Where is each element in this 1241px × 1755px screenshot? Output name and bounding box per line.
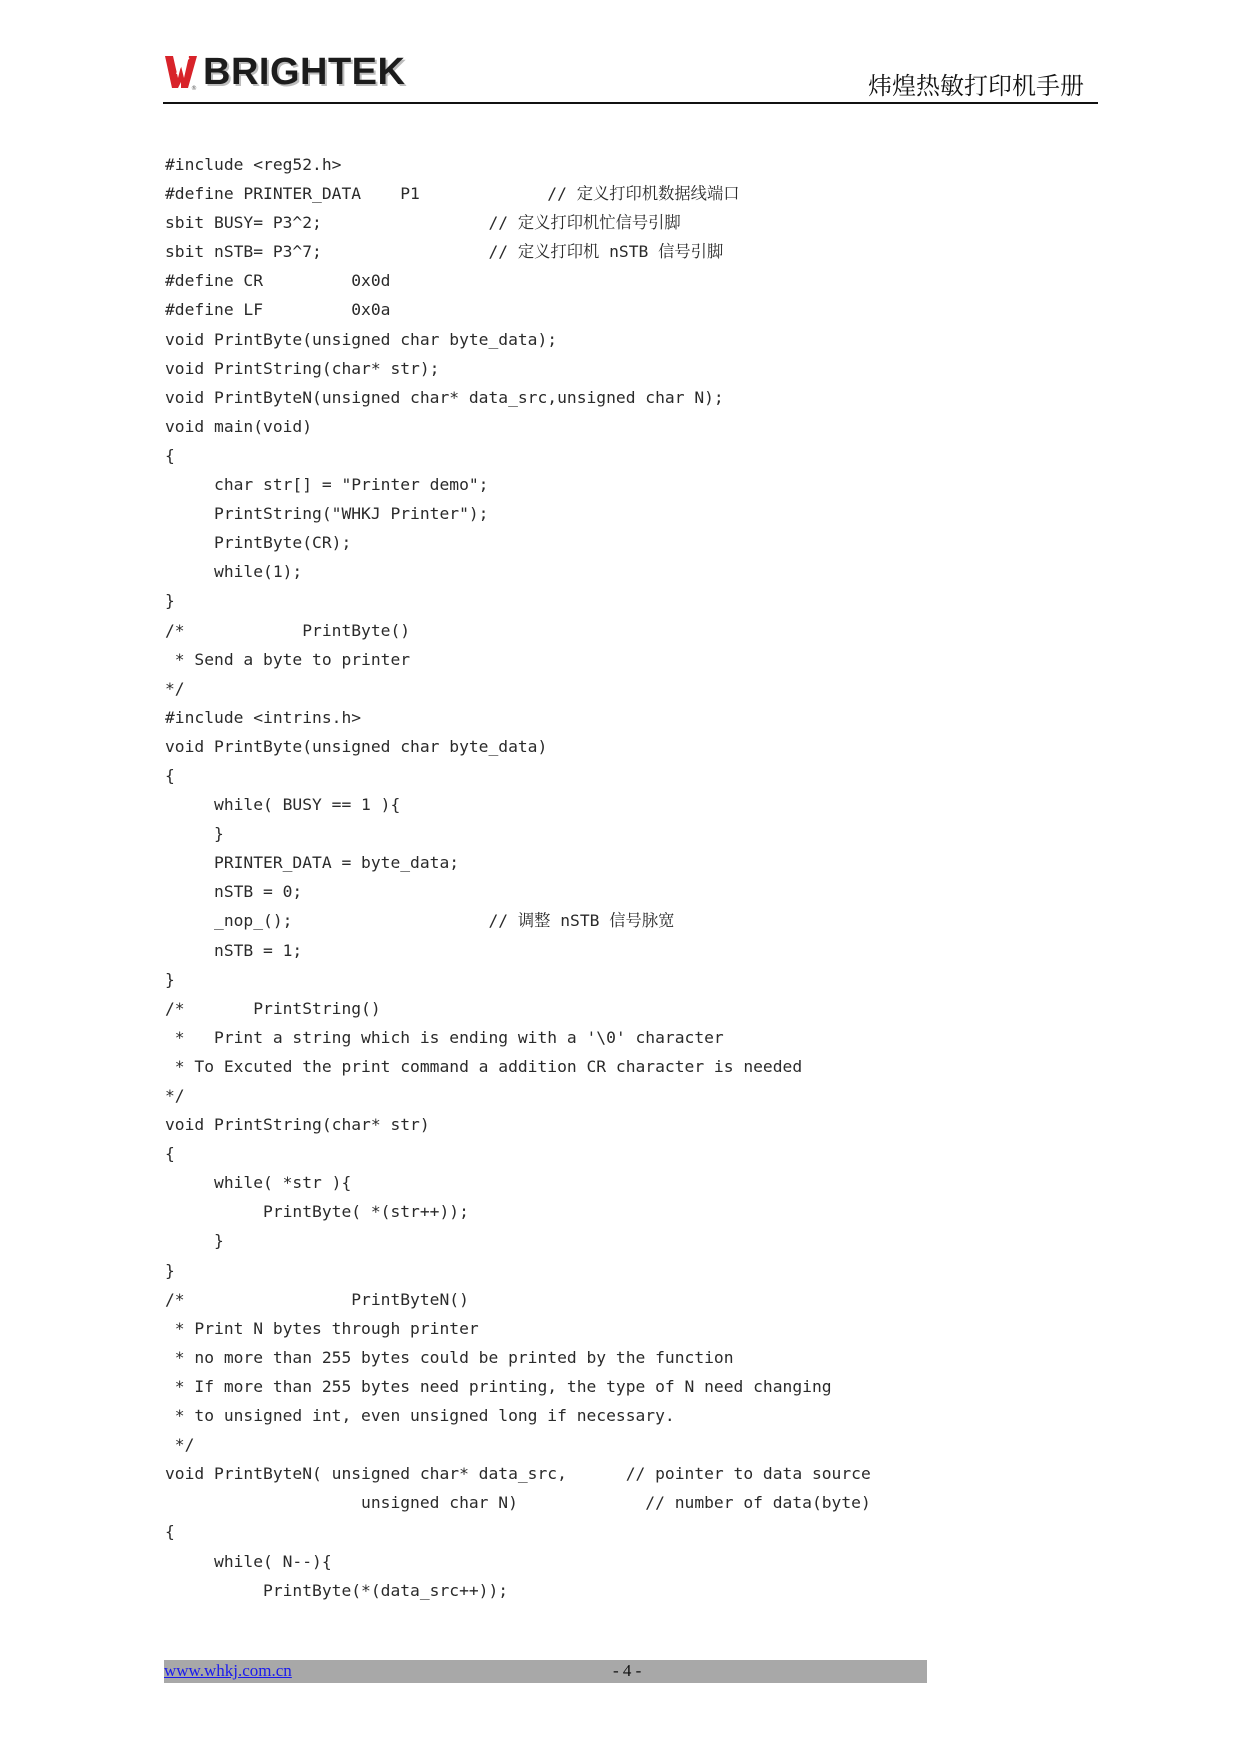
code-line: } bbox=[165, 824, 224, 844]
code-line: PRINTER_DATA = byte_data; bbox=[165, 853, 460, 873]
code-line: while( BUSY == 1 ){ bbox=[165, 795, 401, 815]
code-line: void PrintByteN(unsigned char* data_src,unsigned char N); bbox=[165, 387, 724, 407]
code-line: } bbox=[165, 591, 175, 611]
code-line: _nop_(); // 调整 nSTB 信号脉宽 bbox=[165, 911, 675, 931]
code-line: #include <reg52.h> bbox=[165, 155, 342, 174]
code-line: PrintByte(*(data_src++)); bbox=[165, 1580, 509, 1600]
code-line: * no more than 255 bytes could be printed by the function bbox=[165, 1347, 734, 1367]
svg-text:®: ® bbox=[191, 85, 197, 92]
code-line: * To Excuted the print command a addition CR character is needed bbox=[165, 1056, 803, 1076]
code-line: * to unsigned int, even unsigned long if necessary. bbox=[165, 1406, 675, 1426]
brightek-logo bbox=[163, 50, 405, 94]
page-number: - 4 - bbox=[613, 1661, 642, 1680]
code-line: /* PrintByte() bbox=[165, 620, 411, 640]
code-listing bbox=[165, 150, 871, 1605]
code-line: } bbox=[165, 969, 175, 989]
page-footer bbox=[164, 1660, 927, 1683]
code-line: PrintString("WHKJ Printer"); bbox=[165, 504, 489, 524]
code-line: void main(void) bbox=[165, 416, 313, 436]
code-line: nSTB = 0; bbox=[165, 882, 303, 902]
code-line: * If more than 255 bytes need printing, the type of N need changing bbox=[165, 1376, 832, 1396]
code-line: } bbox=[165, 1260, 175, 1280]
code-line: { bbox=[165, 445, 175, 465]
code-line: /* PrintString() bbox=[165, 998, 381, 1018]
brightek-logo-icon bbox=[163, 52, 199, 92]
code-line: #define PRINTER_DATA P1 // 定义打印机数据线端口 bbox=[165, 184, 740, 204]
code-line: PrintByte( *(str++)); bbox=[165, 1202, 469, 1222]
code-line: */ bbox=[165, 1086, 185, 1105]
code-line: sbit BUSY= P3^2; // 定义打印机忙信号引脚 bbox=[165, 213, 681, 233]
code-line: void PrintByte(unsigned char byte_data) bbox=[165, 736, 548, 756]
code-line: #define LF 0x0a bbox=[165, 300, 391, 320]
code-line: while( N--){ bbox=[165, 1551, 332, 1571]
code-line: { bbox=[165, 1144, 175, 1164]
code-line: #define CR 0x0d bbox=[165, 271, 391, 291]
code-line: */ bbox=[165, 1435, 195, 1455]
code-line: while( *str ){ bbox=[165, 1173, 352, 1193]
code-line: PrintByte(CR); bbox=[165, 533, 352, 553]
code-line: /* PrintByteN() bbox=[165, 1289, 469, 1309]
code-line: void PrintByteN( unsigned char* data_src, // pointer to data source bbox=[165, 1464, 871, 1484]
manual-title: 炜煌热敏打印机手册 bbox=[868, 72, 1084, 100]
code-line: sbit nSTB= P3^7; // 定义打印机 nSTB 信号引脚 bbox=[165, 242, 724, 262]
code-line: void PrintString(char* str); bbox=[165, 358, 440, 378]
code-line: { bbox=[165, 765, 175, 785]
code-line: } bbox=[165, 1231, 224, 1251]
page-header bbox=[163, 48, 1098, 103]
logo-text: BRIGHTEK bbox=[203, 50, 406, 93]
code-line: void PrintString(char* str) bbox=[165, 1115, 430, 1135]
website-link[interactable]: www.whkj.com.cn bbox=[164, 1661, 292, 1680]
code-line: * Send a byte to printer bbox=[165, 649, 411, 669]
code-line: unsigned char N) // number of data(byte) bbox=[165, 1493, 871, 1513]
code-line: #include <intrins.h> bbox=[165, 707, 362, 727]
code-line: char str[] = "Printer demo"; bbox=[165, 475, 489, 495]
header-divider bbox=[163, 102, 1098, 104]
code-line: void PrintByte(unsigned char byte_data); bbox=[165, 329, 558, 349]
code-line: * Print N bytes through printer bbox=[165, 1318, 479, 1338]
code-line: { bbox=[165, 1522, 175, 1542]
code-line: nSTB = 1; bbox=[165, 940, 303, 960]
code-line: */ bbox=[165, 678, 185, 698]
code-line: while(1); bbox=[165, 562, 303, 582]
code-line: * Print a string which is ending with a '\0' character bbox=[165, 1027, 724, 1047]
